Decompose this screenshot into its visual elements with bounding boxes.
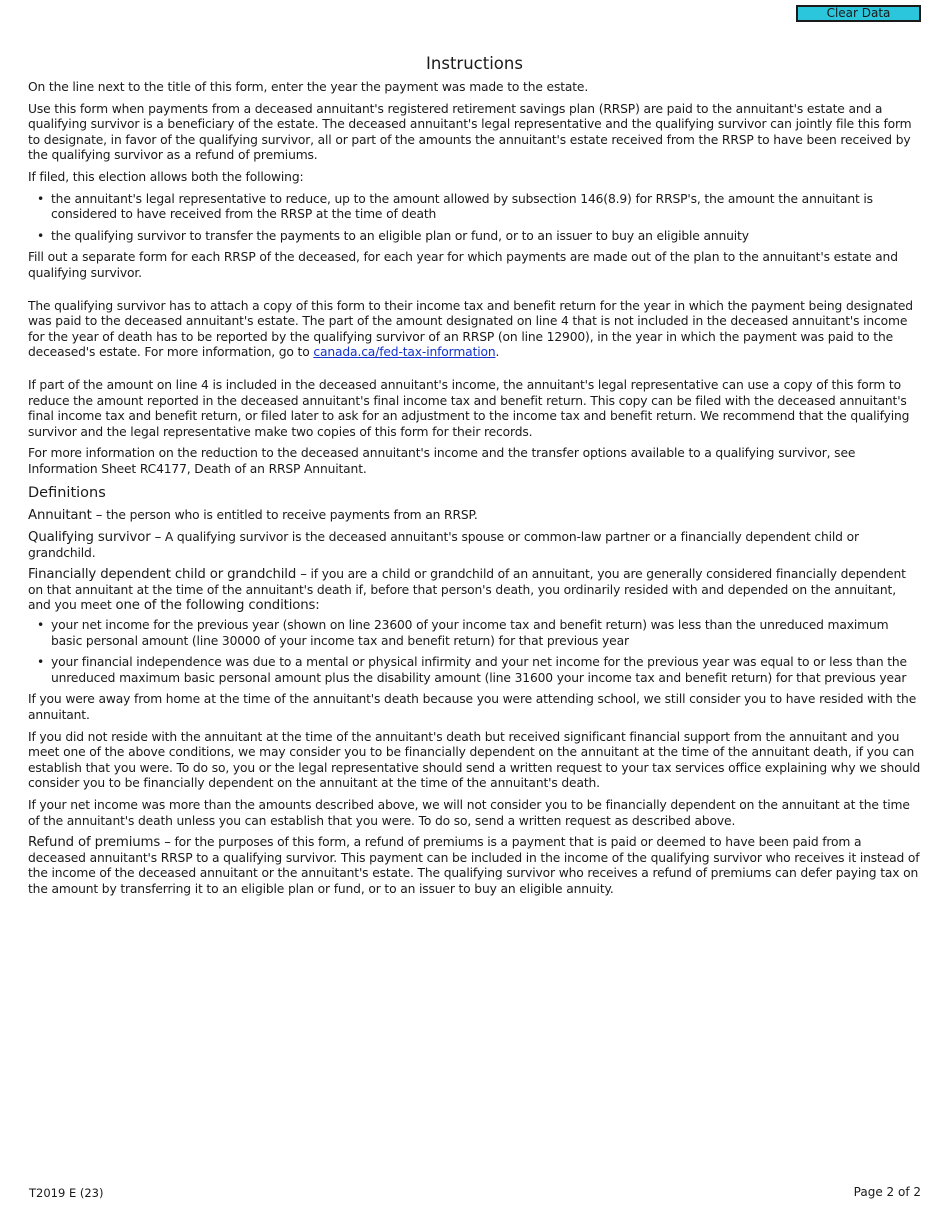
list-item: • the annuitant's legal representative to reduce, up to the amount allowed by subsection 146(8.9) for RRSP's, the amount the annuitant is considered to have received from the RRSP at the time of death	[28, 192, 921, 223]
election-bullet-list	[28, 192, 921, 245]
page-title: Instructions	[426, 54, 523, 73]
definitions-heading: Definitions	[28, 485, 106, 502]
list-item: • your net income for the previous year (shown on line 23600 of your income tax and benefit return) was less than the unreduced maximum basic personal amount (line 30000 of your income tax and benefit return) for that previous year	[28, 618, 921, 649]
intro-usage-paragraph: Use this form when payments from a deceased annuitant's registered retirement savings plan (RRSP) are paid to the annuitant's estate and a qualifying survivor is a beneficiary of the estate. The deceased annuitant's legal representative and the qualifying survivor can jointly file this form to designate, in favor of the qualifying survivor, all or part of the amounts the annuitant's estate received from the RRSP to have been received by the qualifying survivor as a refund of premiums.	[28, 101, 912, 163]
qualifying-survivor-definition-text: A qualifying survivor is the deceased annuitant's spouse or common-law partner or a financially dependent child or grandchild.	[28, 530, 859, 560]
dependent-definition-text: if you are a child or grandchild of an annuitant, you are generally considered financially dependent on that annuitant at the time of the annuitant's death if, before that person's death, you ordinarily resided with and depended on the annuitant, and you meet	[28, 567, 906, 613]
fed-tax-information-link[interactable]: canada.ca/fed-tax-information	[313, 345, 496, 360]
qualifying-survivor-definition	[28, 530, 921, 561]
list-item: • your financial independence was due to a mental or physical infirmity and your net income for the previous year was equal to or less than the unreduced maximum basic personal amount plus the disability amount (line 31600 your income tax and benefit return) for that previous year	[28, 655, 921, 686]
intro-election-paragraph: If filed, this election allows both the following:	[28, 169, 304, 184]
list-item: • the qualifying survivor to transfer the payments to an eligible plan or fund, or to an issuer to buy an eligible annuity	[28, 229, 921, 245]
form-identifier: T2019 E (23)	[29, 1186, 104, 1200]
more-information-paragraph: For more information on the reduction to the deceased annuitant's income and the transfer options available to a qualifying survivor, see Information Sheet RC4177, Death of an RRSP Annuitant.	[28, 446, 856, 476]
intro-year-paragraph: On the line next to the title of this form, enter the year the payment was made to the estate.	[28, 80, 589, 94]
annuitant-term: Annuitant –	[28, 508, 103, 524]
financial-support-paragraph: If you did not reside with the annuitant at the time of the annuitant's death but received significant financial support from the annuitant and you meet one of the above conditions, we may consider you to be financially dependent on the annuitant at the time of the annuitant death, if you can establish that you were. To do so, you or the legal representative should send a written request to your tax services office explaining why we should consider you to be financially dependent on the annuitant at the time of the annuitant's death.	[28, 729, 921, 791]
clear-data-button[interactable]: Clear Data	[796, 5, 921, 22]
page-number: Page 2 of 2	[853, 1185, 921, 1199]
dependent-conditions-intro: one of the following conditions:	[115, 598, 320, 614]
dependent-definition	[28, 567, 921, 614]
attach-copy-text: The qualifying survivor has to attach a copy of this form to their income tax and benefit return for the year in which the payment being designated was paid to the deceased annuitant's estate. The part of the amount designated on line 4 that is not included in the deceased annuitant's income for the year of death has to be reported by the qualifying survivor of an RRSP (on line 12900), in the year in which the payment was paid to the deceased's estate. For more information, go to	[28, 298, 913, 360]
refund-of-premiums-term: Refund of premiums –	[28, 835, 171, 851]
annuitant-definition-text: the person who is entitled to receive payments from an RRSP.	[106, 508, 478, 523]
annuitant-definition	[28, 508, 921, 524]
refund-of-premiums-definition	[28, 835, 921, 897]
dependent-term: Financially dependent child or grandchild –	[28, 567, 307, 583]
separate-form-paragraph: Fill out a separate form for each RRSP of the deceased, for each year for which payments are made out of the plan to the annuitant's estate and qualifying survivor.	[28, 250, 898, 280]
qualifying-survivor-term: Qualifying survivor –	[28, 530, 162, 546]
net-income-paragraph: If your net income was more than the amounts described above, we will not consider you to be financially dependent on the annuitant at the time of the annuitant's death unless you can establish that you were. To do so, send a written request as described above.	[28, 797, 910, 828]
conditions-bullet-list	[28, 618, 921, 686]
reduce-amount-paragraph: If part of the amount on line 4 is included in the deceased annuitant's income, the annuitant's legal representative can use a copy of this form to reduce the amount reported in the deceased annuitant's final income tax and benefit return. This copy can be filed with the deceased annuitant's final income tax and benefit return, or filed later to ask for an adjustment to the income tax and benefit return. We recommend that the qualifying survivor and the legal representative make two copies of this form for their records.	[28, 377, 910, 439]
refund-of-premiums-definition-text: for the purposes of this form, a refund of premiums is a payment that is paid or deemed to have been paid from a deceased annuitant's RRSP to a qualifying survivor. This payment can be included in the income of the qualifying survivor who receives it instead of the income of the deceased annuitant or the annuitant's estate. The qualifying survivor who receives a refund of premiums can defer paying tax on the amount by transferring it to an eligible plan or fund, or to an issuer to buy an eligible annuity.	[28, 835, 920, 896]
instructions-content	[28, 53, 921, 904]
away-from-home-paragraph: If you were away from home at the time of the annuitant's death because you were attending school, we still consider you to have resided with the annuitant.	[28, 692, 917, 722]
attach-copy-paragraph: The qualifying survivor has to attach a copy of this form to their income tax and benefit return for the year in which the payment being designated was paid to the deceased annuitant's estate. The part of the amount designated on line 4 that is not included in the deceased annuitant's income for the year of death has to be reported by the qualifying survivor of an RRSP (on line 12900), in the year in which the payment was paid to the deceased's estate. For more information, go to canada.ca/fed-tax-information.	[28, 298, 913, 360]
